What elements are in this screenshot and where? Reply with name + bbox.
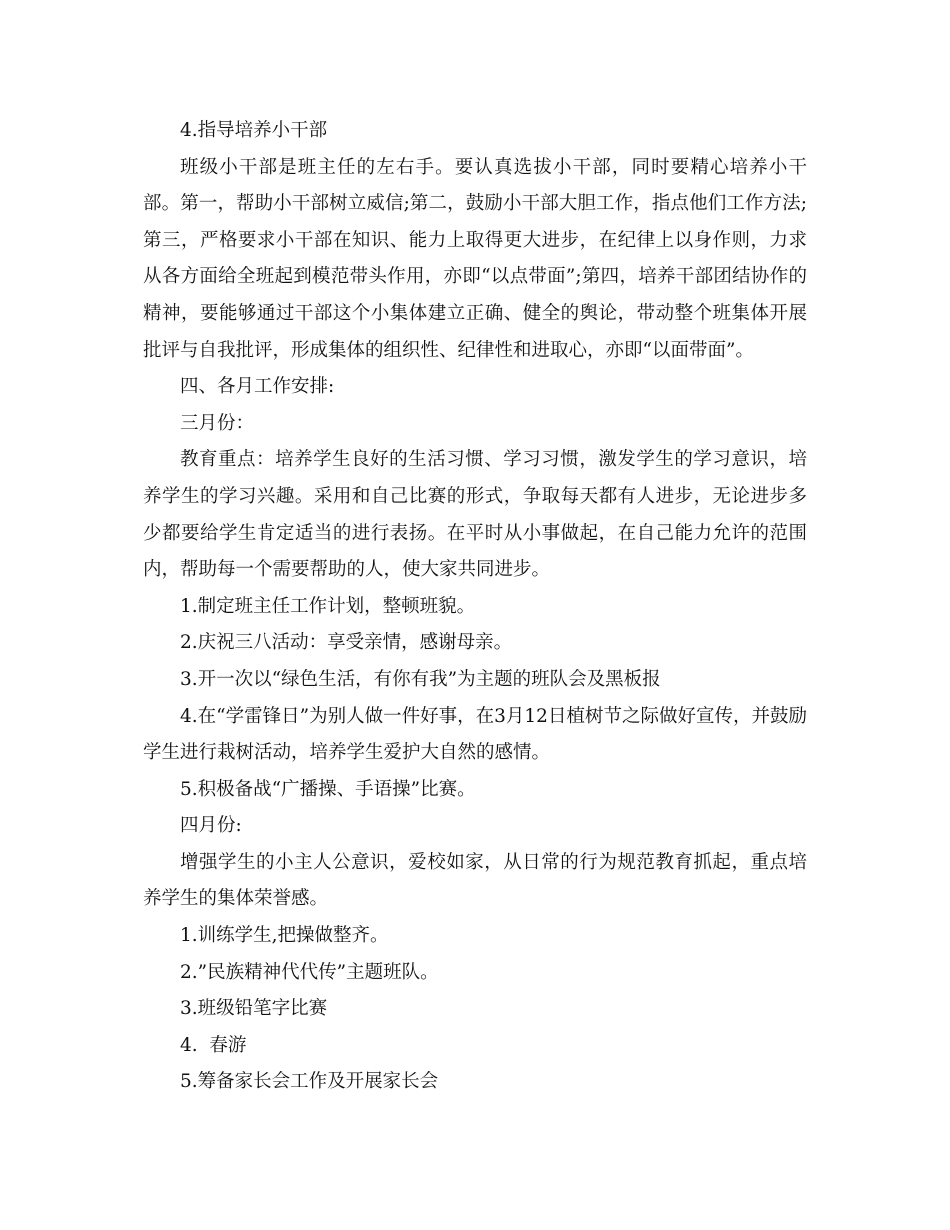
list-item-march-1: 1.制定班主任工作计划，整顿班貌。	[180, 595, 476, 617]
document-body	[143, 113, 807, 1101]
list-item-april-1: 1.训练学生,把操做整齐。	[180, 925, 389, 947]
list-item-april-5: 5.筹备家长会工作及开展家长会	[180, 1071, 439, 1093]
list-item-april-2: 2.”民族精神代代传”主题班队。	[180, 961, 439, 983]
section-heading-cadre-training: 4.指导培养小干部	[180, 120, 328, 141]
list-item-march-2: 2.庆祝三八活动：享受亲情，感谢母亲。	[180, 632, 513, 654]
paragraph-april-focus: 增强学生的小主人公意识，爱校如家，从日常的行为规范教育抓起，重点培养学生的集体荣誉感。	[143, 851, 807, 910]
paragraph-march-focus: 教育重点：培养学生良好的生活习惯、学习习惯，激发学生的学习意识，培养学生的学习兴趣。采用和自己比赛的形式，争取每天都有人进步，无论进步多少都要给学生肯定适当的进行表扬。在平时从小事做起，在自己能力允许的范围内，帮助每一个需要帮助的人，使大家共同进步。	[143, 449, 807, 581]
list-item-march-4: 4.在“学雷锋日”为别人做一件好事，在3月12日植树节之际做好宣传，并鼓励学生进行栽树活动，培养学生爱护大自然的感情。	[143, 705, 807, 764]
paragraph-cadre-training: 班级小干部是班主任的左右手。要认真选拔小干部，同时要精心培养小干部。第一，帮助小干部树立威信;第二，鼓励小干部大胆工作，指点他们工作方法;第三，严格要求小干部在知识、能力上取得更大进步，在纪律上以身作则，力求从各方面给全班起到模范带头作用，亦即“以点带面”;第四，培养干部团结协作的精神，要能够通过干部这个小集体建立正确、健全的舆论，带动整个班集体开展批评与自我批评，形成集体的组织性、纪律性和进取心，亦即“以面带面”。	[143, 156, 807, 361]
section-heading-monthly-plan: 四、各月工作安排:	[180, 376, 335, 398]
list-item-march-5: 5.积极备战“广播操、手语操”比赛。	[180, 778, 476, 800]
month-heading-april: 四月份:	[180, 815, 242, 837]
list-item-april-3: 3.班级铅笔字比赛	[180, 998, 328, 1020]
list-item-march-3: 3.开一次以“绿色生活，有你有我”为主题的班队会及黑板报	[180, 668, 661, 690]
month-heading-march: 三月份：	[180, 412, 255, 434]
list-item-april-4: 4. 春游	[180, 1034, 247, 1056]
